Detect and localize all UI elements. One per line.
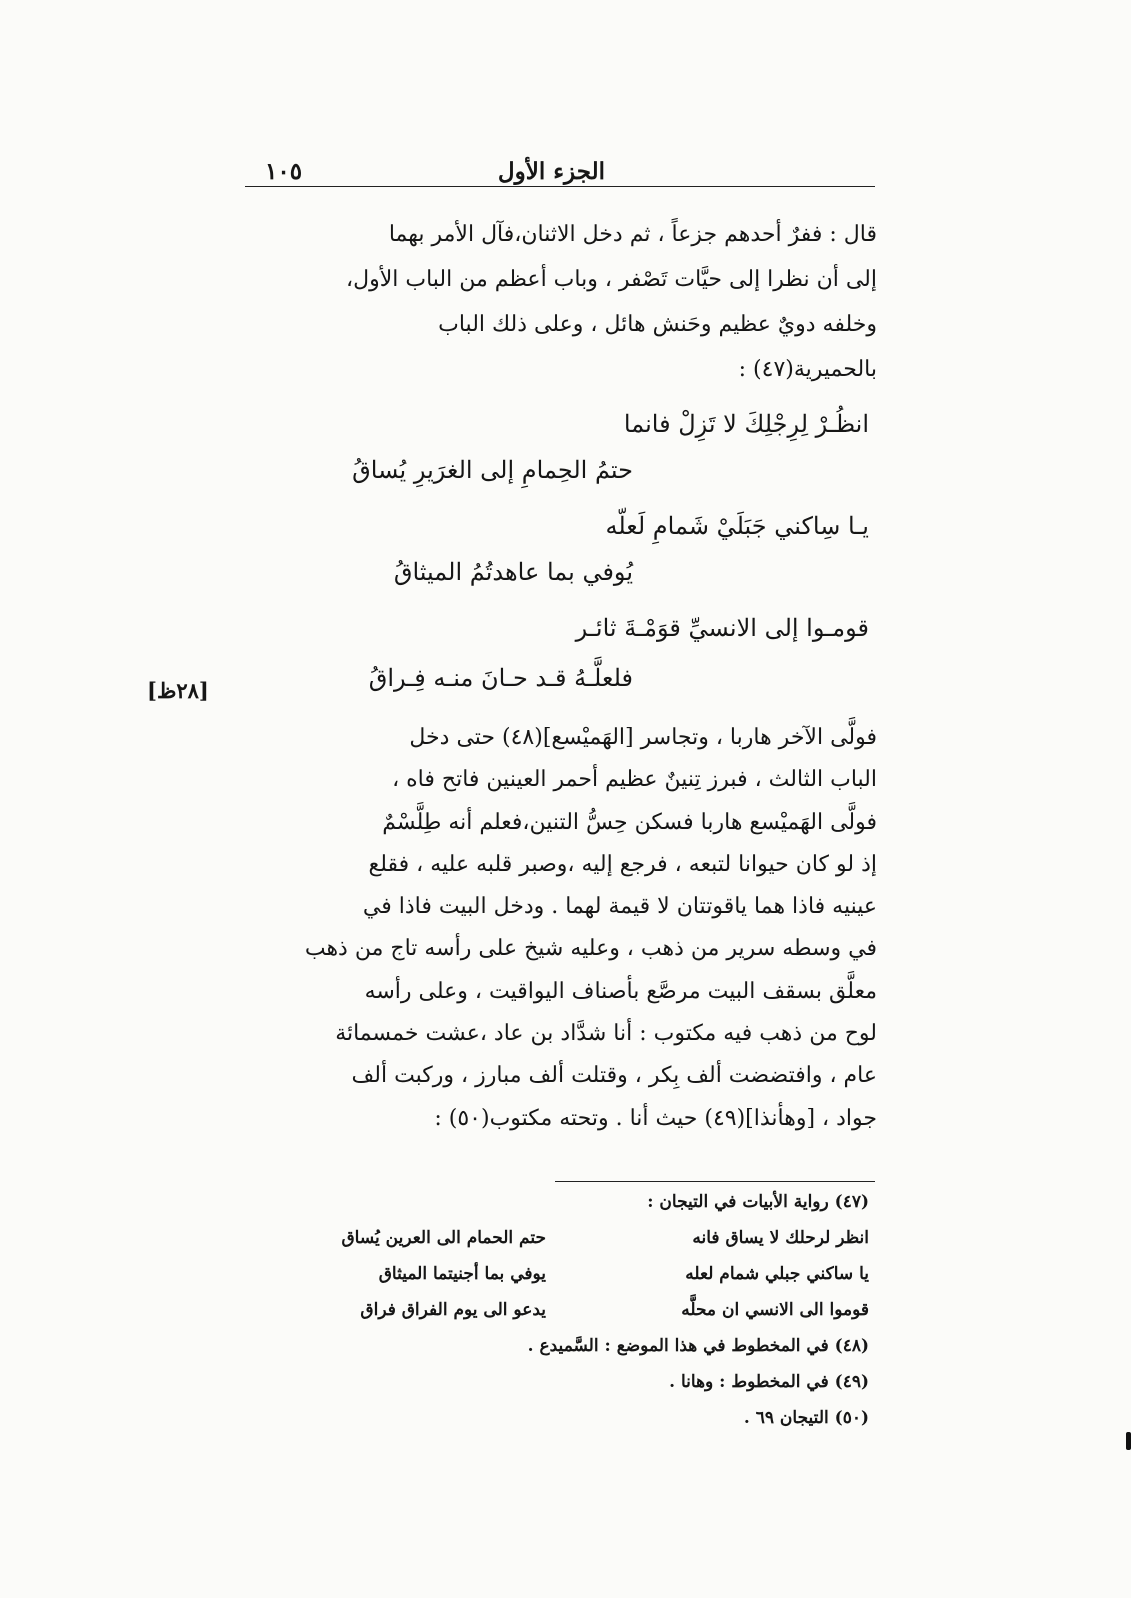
footnote-rule [555, 1181, 875, 1182]
footnote-verse-first: يا ساكني جبلي شمام لعله [685, 1264, 869, 1284]
text-line: لوح من ذهب فيه مكتوب : أنا شدَّاد بن عاد ،عشت خمسمائة [335, 1021, 877, 1047]
text-line: إذ لو كان حيوانا لتبعه ، فرجع إليه ،وصبر قلبه عليه ، فقلع [368, 851, 877, 877]
footnote-49: (٤٩) في المخطوط : وهانا . [669, 1372, 869, 1392]
folio-margin-note: [٢٨ظ] [147, 678, 209, 703]
footnote-50: (٥٠) التيجان ٦٩ . [743, 1408, 869, 1428]
footnote-47-title: (٤٧) رواية الأبيات في التيجان : [647, 1192, 869, 1212]
verse-hemistich: فلعلَّـهُ قـد حـانَ منـه فِـراقُ [368, 664, 633, 692]
page-number: ١٠٥ [265, 158, 303, 185]
verse-hemistich: قومـوا إلى الانسيِّ قوَمْـةَ ثائـر [575, 614, 869, 642]
verse-hemistich: يُوفي بما عاهدتُمُ الميثاقُ [393, 558, 633, 586]
text-line: عينيه فاذا هما ياقوتتان لا قيمة لهما . ودخل البيت فاذا في [362, 894, 877, 920]
scan-edge-mark [1126, 1432, 1131, 1450]
verse-hemistich: انظُـرْ لِرِجْلِكَ لا تَزِلْ فانما [623, 410, 869, 438]
paragraph-1 [245, 212, 877, 392]
text-line: الباب الثالث ، فبرز تِنينٌ عظيم أحمر العينين فاتح فاه ، [392, 767, 877, 793]
footnote-verse-first: انظر لرحلك لا يساق فانه [692, 1228, 869, 1248]
text-line: في وسطه سرير من ذهب ، وعليه شيخ على رأسه تاج من ذهب [304, 936, 877, 962]
footnote-verse-first: قوموا الى الانسي ان محلَّه [681, 1300, 869, 1320]
running-title: الجزء الأول [497, 158, 605, 185]
paragraph-2 [245, 717, 877, 1140]
text-line: إلى أن نظرا إلى حيَّات تَصْفر ، وباب أعظم من الباب الأول، [346, 267, 877, 292]
text-line: فولَّى الآخر هاربا ، وتجاسر [الهَميْسع](٤٨) حتى دخل [409, 725, 877, 750]
verse-hemistich: حتمُ الحِمامِ إلى الغرَيرِ يُساقُ [352, 456, 633, 484]
footnote-verse-second: يدعو الى يوم الفراق فراق [360, 1300, 546, 1320]
text-line: معلَّق بسقف البيت مرصَّع بأصناف اليواقيت ، وعلى رأسه [364, 978, 877, 1004]
text-line: بالحميرية(٤٧) : [738, 357, 877, 382]
header-rule [245, 186, 875, 187]
footnote-verse-second: حتم الحمام الى العرين يُساق [341, 1228, 546, 1248]
verse-hemistich: يـا سِاكني جَبَلَيْ شَمامِ لَعلّه [605, 512, 869, 540]
text-line: وخلفه دويٌ عظيم وحَنش هائل ، وعلى ذلك الباب [438, 312, 877, 337]
text-line: فولَّى الهَميْسع هاربا فسكن حِسُّ التنين،فعلم أنه طِلَّسْمٌ [382, 809, 877, 835]
text-line: عام ، وافتضضت ألف بِكر ، وقتلت ألف مبارز ، وركبت ألف [351, 1063, 877, 1089]
footnote-48: (٤٨) في المخطوط في هذا الموضع : السَّميدع . [527, 1336, 869, 1356]
text-line: جواد ، [وهأنذا](٤٩) حيث أنا . وتحته مكتوب(٥٠) : [434, 1105, 877, 1131]
text-line: قال : ففرٌ أحدهم جزعاً ، ثم دخل الاثنان،فآل الأمر بهما [388, 222, 877, 247]
footnote-verse-second: يوفي بما أجنيتما الميثاق [378, 1264, 546, 1284]
